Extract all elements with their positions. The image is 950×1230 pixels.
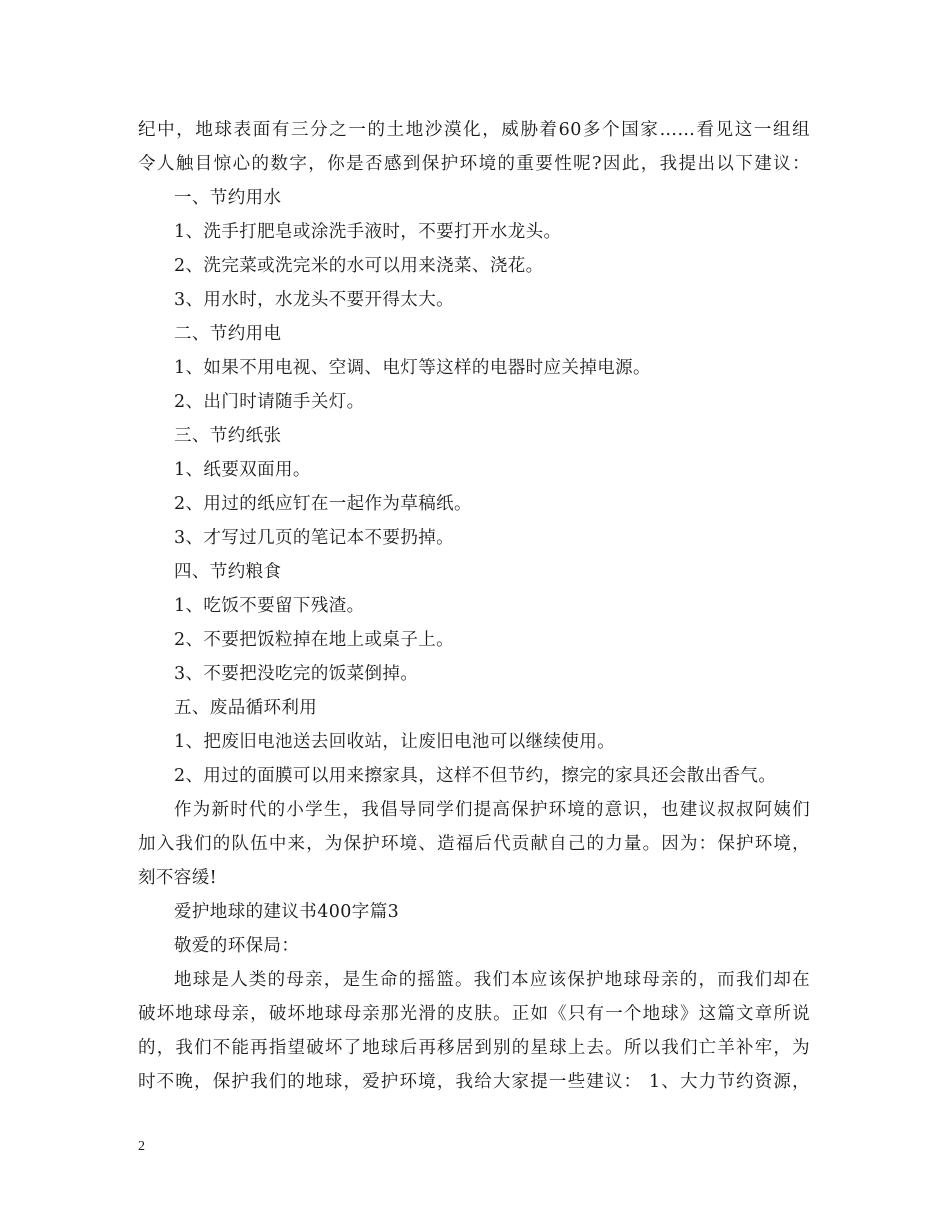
text-line: 1、把废旧电池送去回收站，让废旧电池可以继续使用。 [174,732,616,752]
text-line: 二、节约用电 [174,324,282,344]
text-line: 地球是人类的母亲，是生命的摇篮。我们本应该保护地球母亲的，而我们却在 [174,970,810,990]
text-line: 令人触目惊心的数字，你是否感到保护环境的重要性呢?因此，我提出以下建议： [138,154,810,174]
text-line: 三、节约纸张 [174,426,282,446]
text-line: 1、纸要双面用。 [174,460,311,480]
text-line: 破坏地球母亲，破坏地球母亲那光滑的皮肤。正如《只有一个地球》这篇文章所说 [138,1004,810,1024]
text-line: 爱护地球的建议书400字篇3 [174,902,400,922]
text-line: 加入我们的队伍中来，为保护环境、造福后代贡献自己的力量。因为：保护环境， [138,834,810,854]
text-line: 作为新时代的小学生，我倡导同学们提高保护环境的意识，也建议叔叔阿姨们 [174,800,810,820]
text-line: 1、吃饭不要留下残渣。 [174,596,365,616]
text-line: 一、节约用水 [174,188,282,208]
text-line: 纪中，地球表面有三分之一的土地沙漠化，威胁着60多个国家……看见这一组组 [138,120,810,140]
text-line: 2、用过的面膜可以用来擦家具，这样不但节约，擦完的家具还会散出香气。 [174,766,777,786]
document-body [138,113,810,1099]
text-line: 的，我们不能再指望破坏了地球后再移居到别的星球上去。所以我们亡羊补牢，为 [138,1038,810,1058]
text-line: 3、用水时，水龙头不要开得太大。 [174,290,455,310]
text-line: 四、节约粮食 [174,562,282,582]
text-line: 五、废品循环利用 [174,698,318,718]
text-line: 2、不要把饭粒掉在地上或桌子上。 [174,630,455,650]
text-line: 刻不容缓! [138,868,218,888]
text-line: 3、不要把没吃完的饭菜倒掉。 [174,664,419,684]
text-line: 敬爱的环保局： [174,936,300,956]
text-line: 1、洗手打肥皂或涂洗手液时，不要打开水龙头。 [174,222,562,242]
page-number: 2 [138,1139,145,1154]
text-line: 3、才写过几页的笔记本不要扔掉。 [174,528,455,548]
text-line: 时不晚，保护我们的地球，爱护环境，我给大家提一些建议： 1、大力节约资源， [138,1072,810,1092]
text-line: 2、用过的纸应钉在一起作为草稿纸。 [174,494,472,514]
text-line: 2、洗完菜或洗完米的水可以用来浇菜、浇花。 [174,256,544,276]
text-line: 2、出门时请随手关灯。 [174,392,365,412]
text-line: 1、如果不用电视、空调、电灯等这样的电器时应关掉电源。 [174,358,651,378]
